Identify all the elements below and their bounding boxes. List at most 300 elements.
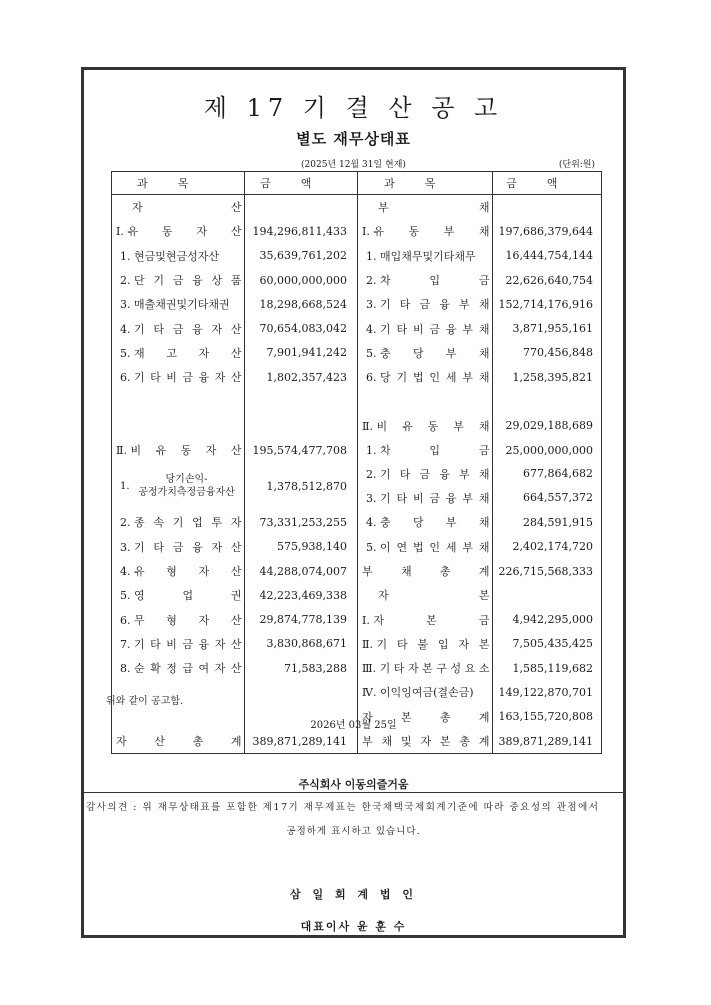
label-part: 품: [230, 274, 242, 288]
label-part: 입: [437, 637, 449, 651]
label-part: 기: [172, 516, 184, 530]
left-account-cell: [112, 607, 245, 631]
label-part: Ⅰ. 유: [361, 225, 384, 239]
right-account-cell: [357, 559, 492, 583]
label-part: 부: [459, 468, 470, 482]
table-row: [112, 244, 602, 268]
left-amount-cell: 7,901,941,242: [244, 341, 357, 365]
table-row: [112, 219, 602, 243]
right-account-label: [358, 272, 492, 288]
left-amount-cell: 29,874,778,139: [244, 607, 357, 631]
label-part: 채: [478, 540, 490, 554]
currency-unit: (단위:원): [558, 160, 595, 170]
label-part: 비: [166, 371, 177, 385]
left-account-cell: [112, 632, 245, 656]
label-part: 총: [439, 710, 451, 724]
label-part: 비: [412, 492, 424, 506]
label-part: 산: [230, 322, 242, 336]
label-part: 세: [445, 371, 457, 385]
right-account-label: [358, 321, 492, 337]
right-account-label: [358, 539, 492, 555]
left-amount-cell: 575,938,140: [244, 535, 357, 559]
left-account-cell: [112, 414, 245, 438]
label-part: 5. 충: [365, 346, 391, 360]
label-part: 자: [196, 225, 207, 239]
label-part: 소: [478, 662, 490, 676]
label-part: 급: [182, 662, 194, 676]
right-account-cell: [357, 195, 492, 220]
label-part: 유: [402, 419, 413, 433]
label-part: Ⅳ. 이익잉여금(결손금): [361, 686, 474, 700]
right-amount-cell: 29,029,188,689: [492, 414, 601, 438]
right-account-cell: [357, 268, 492, 292]
right-account-label: [358, 684, 492, 700]
notice-text: 위와 같이 공고함.: [106, 696, 184, 707]
label-part: 융: [439, 468, 450, 482]
left-account-label: [112, 296, 244, 312]
right-amount-cell: 389,871,289,141: [492, 729, 601, 754]
label-part: 본: [400, 710, 412, 724]
right-account-label: [358, 369, 492, 385]
label-part: 융: [198, 637, 210, 651]
right-account-cell: [357, 510, 492, 534]
label-part: 자: [458, 637, 470, 651]
table-row: [112, 268, 602, 292]
label-part: 금: [419, 298, 431, 312]
label-part: 융: [445, 322, 457, 336]
label-part: 금: [478, 274, 490, 288]
left-account-label: [112, 612, 244, 628]
label-part: 타: [150, 637, 161, 651]
label-part: 타: [399, 298, 411, 312]
item-number: 1.: [120, 480, 130, 492]
left-amount-cell: 1,378,512,870: [244, 462, 357, 510]
right-account-cell: [357, 316, 492, 340]
label-part: 금: [429, 322, 441, 336]
left-account-cell: [112, 559, 245, 583]
table-row: [112, 656, 602, 680]
table-body: [112, 195, 602, 754]
audit-opinion-line2: 공정하게 표시하고 있습니다.: [286, 826, 421, 837]
right-account-label: [358, 462, 492, 486]
label-part: 채: [400, 565, 412, 578]
auditor-firm: 삼 일 회 계 법 인: [290, 888, 417, 901]
label-part: 자: [198, 346, 210, 360]
right-amount-cell: 770,456,848: [492, 341, 601, 365]
right-account-cell: [357, 341, 492, 365]
left-amount-cell: 70,654,083,042: [244, 316, 357, 340]
label-part: 고: [166, 346, 177, 360]
right-amount: 664,557,372: [523, 491, 593, 505]
right-account-label: [358, 296, 492, 312]
label-part: 자: [361, 710, 373, 724]
right-account-cell: [357, 535, 492, 559]
label-part: 산: [230, 346, 242, 360]
label-part: 융: [439, 298, 450, 312]
label-part: 채: [478, 419, 490, 433]
label-part: 3. 기: [365, 298, 391, 312]
left-amount-cell: 71,583,288: [244, 656, 357, 680]
label-part: 및: [400, 735, 412, 749]
right-amount: 677,864,682: [523, 467, 593, 481]
label-part: 인: [429, 371, 441, 385]
right-account-cell: [357, 656, 492, 680]
left-amount-cell: [244, 195, 357, 220]
label-part: 권: [230, 589, 242, 603]
label-part: 채: [478, 492, 490, 506]
right-account-label: [358, 733, 492, 749]
label-part: 6. 무: [120, 613, 145, 627]
label-part: 금: [419, 468, 431, 482]
left-account-label: [112, 248, 244, 264]
label-part: 1. 차: [365, 444, 391, 458]
left-account-label: [112, 660, 244, 676]
left-account-label: [112, 199, 244, 215]
table-row: [112, 583, 602, 607]
label-part: 금: [429, 492, 441, 506]
label-part: 금: [478, 444, 490, 458]
left-account-cell: [112, 389, 245, 413]
label-part: 산: [230, 565, 242, 578]
right-amount-cell: [492, 389, 601, 413]
left-amount-cell: 44,288,074,007: [244, 559, 357, 583]
label-part: 자: [214, 662, 226, 676]
left-account-cell: [112, 365, 245, 389]
right-amount-cell: 1,258,395,821: [492, 365, 601, 389]
company-name: 주식회사 이동의즐거움: [298, 778, 409, 791]
label-part: 타: [393, 662, 405, 676]
divider: [84, 792, 623, 793]
right-account-label: [358, 442, 492, 458]
right-account-label: [358, 248, 492, 264]
right-account-cell: [357, 729, 492, 754]
right-amount-cell: 226,715,568,333: [492, 559, 601, 583]
label-part: 동: [427, 419, 439, 433]
label-part: 자: [132, 201, 143, 215]
label-part: 동: [408, 225, 420, 239]
left-amount-cell: 60,000,000,000: [244, 268, 357, 292]
label-part: 불: [417, 637, 429, 651]
label-part: 융: [445, 492, 457, 506]
label-part: 부: [462, 492, 474, 506]
label-part: 기: [396, 371, 408, 385]
left-amount-cell: 195,574,477,708: [244, 438, 357, 462]
label-part: 금: [182, 371, 194, 385]
label-part: 2. 기: [365, 468, 391, 482]
table-row: [112, 195, 602, 220]
label-part: 채: [478, 516, 490, 530]
right-amount-cell: 163,155,720,808: [492, 705, 601, 729]
label-part: 부: [453, 419, 464, 433]
right-amount-cell: 284,591,915: [492, 510, 601, 534]
right-account-cell: [357, 414, 492, 438]
left-amount-cell: 194,296,811,433: [244, 219, 357, 243]
label-part: 채: [478, 298, 490, 312]
left-account-cell: [112, 316, 245, 340]
label-part: Ⅰ. 자: [361, 613, 384, 627]
label-part: 8. 순: [120, 662, 145, 676]
header-right-account: 과목: [357, 172, 492, 195]
table-header-row: [112, 172, 602, 195]
label-part: 4. 기: [365, 322, 391, 336]
right-amount-cell: 197,686,379,644: [492, 219, 601, 243]
left-account-cell: [112, 244, 245, 268]
label-part: 기: [153, 274, 164, 288]
label-part: 업: [192, 516, 203, 530]
label-part: 형: [166, 613, 177, 627]
label-part: 자: [214, 371, 226, 385]
label-part: 자: [407, 662, 419, 676]
label-part: 계: [478, 565, 490, 578]
label-part: 부: [361, 735, 373, 749]
right-account-label: [358, 199, 492, 215]
label-part: 입: [429, 274, 441, 288]
label-part: 1. 현금및현금성자산: [120, 249, 219, 263]
right-amount-cell: [492, 462, 601, 510]
label-part: 자: [198, 613, 210, 627]
label-part: 융: [192, 322, 203, 336]
right-account-cell: [357, 389, 492, 413]
label-part: 부: [443, 225, 455, 239]
label-part: 요: [464, 662, 476, 676]
label-part: 세: [445, 540, 457, 554]
item-name-line2: 공정가치측정금융자산: [138, 487, 235, 499]
left-account-label: [112, 369, 244, 385]
right-amount-cell: 22,626,640,754: [492, 268, 601, 292]
label-part: 계: [478, 710, 490, 724]
right-account-label: [358, 418, 492, 434]
label-part: 3. 매출채권및기타채권: [120, 298, 230, 312]
left-account-cell: [112, 219, 245, 243]
label-part: 총: [192, 735, 204, 749]
label-part: 산: [230, 371, 242, 385]
label-part: 채: [478, 371, 490, 385]
label-part: 산: [230, 637, 242, 651]
label-part: 3. 기: [365, 492, 391, 506]
label-part: 융: [198, 371, 210, 385]
label-part: 부: [462, 322, 474, 336]
right-account-label: [358, 345, 492, 361]
label-part: 2. 차: [365, 274, 391, 288]
right-account-label: [358, 514, 492, 530]
label-part: 성: [450, 662, 462, 676]
label-part: 산: [230, 225, 242, 239]
label-part: 업: [182, 589, 194, 603]
label-part: 입: [429, 444, 441, 458]
label-part: 당: [412, 516, 424, 530]
right-amount-cell: 3,871,955,161: [492, 316, 601, 340]
notice-date: 2026년 03월 25일: [310, 720, 397, 731]
label-part: 산: [230, 444, 242, 458]
label-part: 확: [150, 662, 161, 676]
label-part: 계: [478, 735, 490, 749]
label-part: 채: [381, 735, 393, 749]
label-part: Ⅱ. 기: [361, 637, 388, 651]
label-part: Ⅱ. 비: [116, 444, 142, 458]
label-part: 유: [155, 444, 167, 458]
left-account-cell: [112, 341, 245, 365]
item-name-line1: 당기손익-: [165, 474, 208, 486]
table-row: [112, 438, 602, 462]
label-part: 정: [166, 662, 177, 676]
left-amount-cell: 389,871,289,141: [244, 729, 357, 754]
label-part: 총: [459, 735, 471, 749]
label-part: 당: [412, 346, 424, 360]
left-amount-cell: 3,830,868,671: [244, 632, 357, 656]
header-right-amount: 금액: [492, 172, 601, 195]
label-part: 타: [153, 322, 164, 336]
label-part: 본: [422, 662, 433, 676]
label-part: 6. 기: [120, 371, 145, 385]
label-part: 부: [462, 540, 474, 554]
label-part: 법: [412, 371, 424, 385]
left-amount-cell: [244, 389, 357, 413]
right-account-cell: [357, 365, 492, 389]
right-amount-cell: 1,585,119,682: [492, 656, 601, 680]
label-part: 5. 영: [120, 589, 145, 603]
label-part: 5. 재: [120, 346, 145, 360]
right-account-label: [358, 587, 492, 603]
right-amount-cell: 7,505,435,425: [492, 632, 601, 656]
label-part: 부: [361, 565, 373, 578]
left-account-label: [112, 272, 244, 288]
right-account-label: [358, 660, 492, 676]
label-part: 채: [478, 468, 490, 482]
left-account-cell: [112, 510, 245, 534]
label-part: 4. 유: [120, 565, 145, 578]
left-account-label: [112, 587, 244, 603]
table-row: [112, 607, 602, 631]
auditor-ceo: 대표이사 윤 훈 수: [300, 920, 407, 933]
left-amount-cell: 18,298,668,524: [244, 292, 357, 316]
label-part: Ⅲ. 기: [361, 662, 391, 676]
label-part: 계: [230, 735, 242, 749]
label-part: 금: [172, 540, 184, 554]
right-amount-cell: 4,942,295,000: [492, 607, 601, 631]
table-row: [112, 365, 602, 389]
label-part: 채: [478, 201, 490, 215]
table-row: [112, 462, 602, 510]
as-of-date: (2025년 12월 31일 현재): [301, 160, 406, 170]
left-account-label: [112, 321, 244, 337]
table-row: [112, 389, 602, 413]
table-row: [112, 292, 602, 316]
label-part: 2. 단: [120, 274, 145, 288]
right-account-cell: [357, 438, 492, 462]
label-part: 6. 당: [365, 371, 391, 385]
label-part: 산: [154, 735, 165, 749]
left-account-label: [112, 473, 244, 499]
label-part: 4. 기: [120, 322, 145, 336]
label-part: 자: [230, 516, 242, 530]
left-account-cell: [112, 729, 245, 754]
left-account-label: [112, 539, 244, 555]
right-amount-cell: [492, 583, 601, 607]
label-part: 상: [211, 274, 223, 288]
left-account-cell: [112, 462, 245, 510]
label-part: 자: [377, 589, 389, 603]
table-row: [112, 680, 602, 704]
left-amount-cell: [244, 680, 357, 704]
left-account-cell: [112, 292, 245, 316]
label-part: 자: [214, 637, 226, 651]
label-part: 금: [478, 613, 490, 627]
right-account-cell: [357, 632, 492, 656]
label-part: 자: [198, 565, 210, 578]
label-part: 채: [478, 225, 490, 239]
label-part: Ⅱ. 비: [361, 419, 388, 433]
right-amount-cell: 2,402,174,720: [492, 535, 601, 559]
right-amount-cell: 16,444,754,144: [492, 244, 601, 268]
label-part: 부: [377, 201, 389, 215]
label-part: 1. 매입채무및기타채무: [365, 249, 476, 263]
label-part: 융: [192, 540, 203, 554]
label-part: 부: [445, 516, 457, 530]
label-part: 동: [161, 225, 173, 239]
label-part: 여: [198, 662, 210, 676]
label-part: 타: [399, 468, 411, 482]
label-part: 산: [230, 613, 242, 627]
right-account-label: [358, 636, 492, 652]
right-amount-cell: 149,122,870,701: [492, 680, 601, 704]
label-part: 타: [396, 322, 408, 336]
balance-sheet-table: [111, 171, 602, 754]
left-amount-cell: [244, 414, 357, 438]
label-part: 채: [478, 322, 490, 336]
right-account-cell: [357, 583, 492, 607]
page-title: 제 17 기 결 산 공 고: [203, 94, 504, 122]
right-account-cell: [357, 462, 492, 510]
label-part: 타: [150, 371, 161, 385]
label-part: 본: [439, 735, 451, 749]
label-part: 본: [478, 589, 490, 603]
left-account-cell: [112, 583, 245, 607]
left-account-cell: [112, 195, 245, 220]
label-part: 부: [445, 346, 457, 360]
label-part: 금: [172, 274, 184, 288]
left-amount-cell: 73,331,253,255: [244, 510, 357, 534]
label-part: 타: [153, 540, 164, 554]
right-amount-cell: 25,000,000,000: [492, 438, 601, 462]
label-part: 인: [429, 540, 441, 554]
label-part: 3. 기: [120, 540, 145, 554]
label-part: 5. 이: [365, 540, 391, 554]
header-left-account: 과목: [112, 172, 245, 195]
label-part: 비: [166, 637, 177, 651]
left-account-label: [112, 223, 244, 239]
item-name: [130, 473, 244, 499]
left-account-cell: [112, 656, 245, 680]
label-part: 동: [180, 444, 192, 458]
table-row: [112, 510, 602, 534]
label-part: 타: [396, 637, 408, 651]
audit-opinion-line1: 감사의견 : 위 재무상태표를 포함한 제17기 재무제표는 한국채택국제회계기준에 따라 중요성의 관점에서: [86, 802, 600, 813]
right-account-cell: [357, 244, 492, 268]
table-row: [112, 414, 602, 438]
table-row: [112, 316, 602, 340]
label-part: 자: [116, 735, 127, 749]
label-part: 비: [412, 322, 424, 336]
right-amount-cell: 152,714,176,916: [492, 292, 601, 316]
left-account-label: [112, 442, 244, 458]
label-part: 7. 기: [120, 637, 145, 651]
label-part: 산: [230, 201, 242, 215]
right-account-label: [358, 612, 492, 628]
label-part: 채: [478, 346, 490, 360]
left-account-label: [112, 733, 244, 749]
label-part: 투: [211, 516, 223, 530]
label-part: 4. 충: [365, 516, 391, 530]
